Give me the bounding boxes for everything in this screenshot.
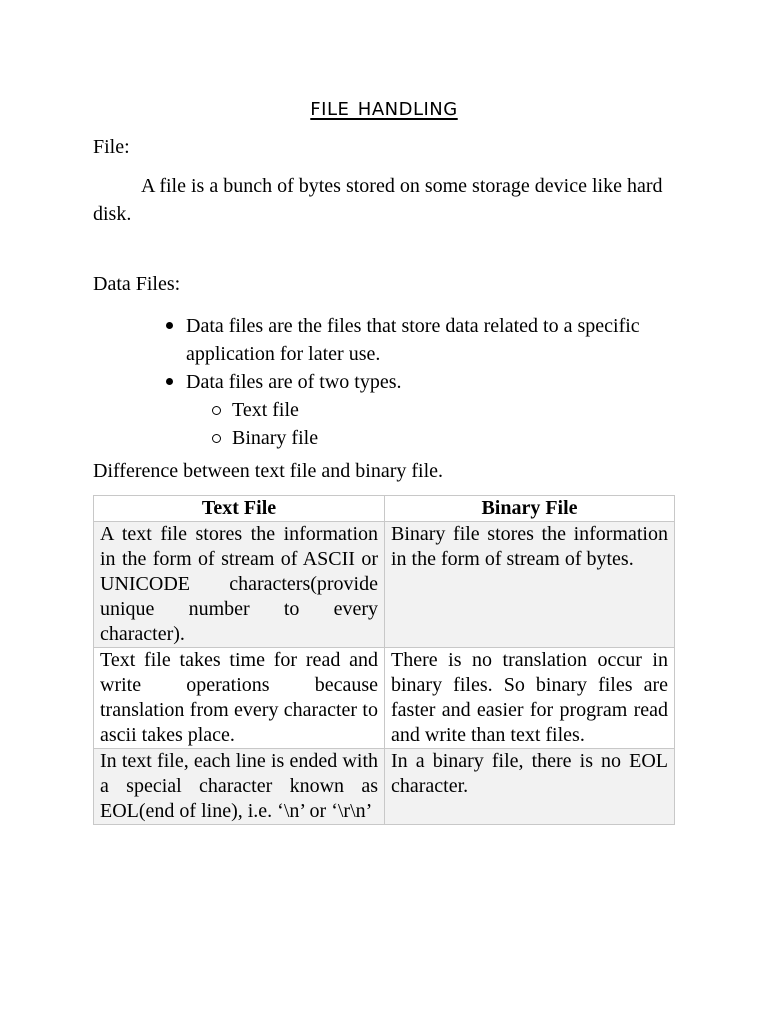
column-header: Binary File — [385, 496, 675, 522]
table-row — [94, 749, 675, 825]
data-files-heading: Data Files: — [93, 273, 181, 295]
table-cell: Text file takes time for read and write operations because translation from every character to ascii takes place. — [94, 648, 385, 749]
table-cell: There is no translation occur in binary files. So binary files are faster and easier for program read and write than text files. — [385, 648, 675, 749]
file-heading: File: — [93, 136, 130, 158]
file-type-item: Binary file — [232, 424, 666, 452]
file-types-list — [186, 396, 666, 452]
table-row — [94, 522, 675, 648]
bullet-text: Data files are the files that store data related to a specific application for later use. — [186, 315, 640, 365]
table-cell: In a binary file, there is no EOL character. — [385, 749, 675, 825]
file-definition-paragraph: A file is a bunch of bytes stored on some storage device like hard disk. — [93, 175, 663, 225]
table-header-row — [94, 496, 675, 522]
comparison-table — [93, 495, 675, 825]
file-type-item: Text file — [232, 396, 666, 424]
difference-heading: Difference between text file and binary file. — [93, 460, 444, 482]
bullet-item — [186, 312, 666, 368]
page-title: file handling — [310, 92, 458, 121]
data-files-bullet-list — [186, 312, 666, 452]
table-cell: In text file, each line is ended with a special character known as EOL(end of line), i.e. ‘\n’ or ‘\r\n’ — [94, 749, 385, 825]
table-cell: Binary file stores the information in the form of stream of bytes. — [385, 522, 675, 648]
column-header: Text File — [94, 496, 385, 522]
bullet-item — [186, 368, 666, 452]
table-row — [94, 648, 675, 749]
table-cell: A text file stores the information in the form of stream of ASCII or UNICODE characters(provide unique number to every character). — [94, 522, 385, 648]
bullet-text: Data files are of two types. — [186, 371, 402, 393]
